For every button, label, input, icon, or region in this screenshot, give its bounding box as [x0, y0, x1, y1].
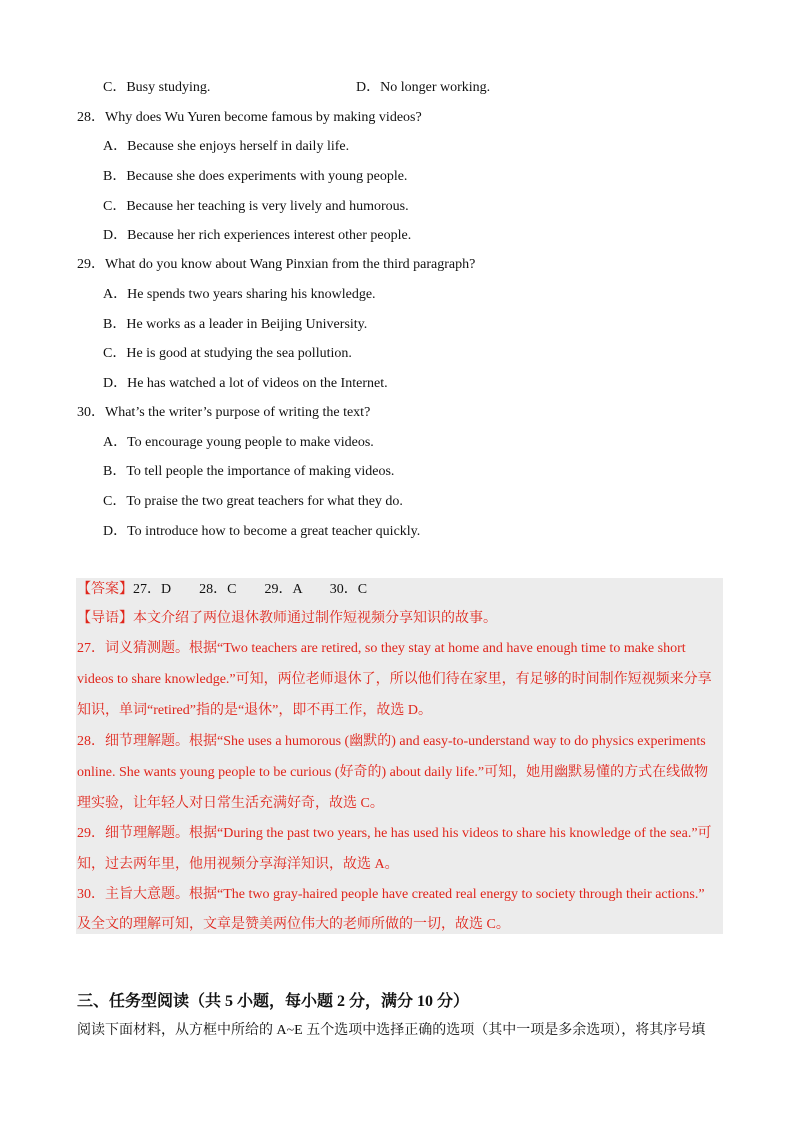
section-title: 三、任务型阅读（共 5 小题，每小题 2 分，满分 10 分）	[77, 993, 470, 1010]
q29-option-d: D．He has watched a lot of videos on the Internet.	[103, 376, 388, 391]
explanation-line: 理实验，让年轻人对日常生活充满好奇，故选 C。	[77, 796, 384, 811]
question-28-stem: 28．Why does Wu Yuren become famous by making videos?	[77, 110, 422, 125]
explanation-line: online. She wants young people to be curious (好奇的) about daily life.”可知，她用幽默易懂的方式在线做物	[77, 765, 709, 780]
answer-line	[77, 581, 367, 599]
q29-option-c: C．He is good at studying the sea pollution.	[103, 346, 352, 361]
answer-values: 27．D 28．C 29．A 30．C	[133, 582, 368, 597]
q29-option-b: B．He works as a leader in Beijing University.	[103, 317, 368, 332]
explanation-line: 及全文的理解可知，文章是赞美两位伟大的老师所做的一切，故选 C。	[77, 917, 510, 932]
q30-option-a: A．To encourage young people to make videos.	[103, 435, 374, 450]
explanation-line: 30．主旨大意题。根据“The two gray-haired people have created real energy to society through their actions.”	[77, 887, 705, 902]
explanation-line: 29．细节理解题。根据“During the past two years, he has used his videos to share his knowledge of the sea.”可	[77, 826, 712, 841]
q28-option-a: A．Because she enjoys herself in daily life.	[103, 139, 350, 154]
guide-label: 【导语】	[77, 611, 133, 626]
q30-option-c: C．To praise the two great teachers for what they do.	[103, 494, 403, 509]
question-30-stem: 30．What’s the writer’s purpose of writing the text?	[77, 405, 371, 420]
q30-option-b: B．To tell people the importance of making videos.	[103, 464, 395, 479]
explanation-line: videos to share knowledge.”可知，两位老师退休了，所以他们待在家里，有足够的时间制作短视频来分享	[77, 672, 712, 687]
answer-label: 【答案】	[77, 582, 133, 597]
explanation-line: 28．细节理解题。根据“She uses a humorous (幽默的) and easy-to-understand way to do physics experiments	[77, 734, 706, 749]
q28-option-d: D．Because her rich experiences interest other people.	[103, 228, 412, 243]
guide-text: 本文介绍了两位退休教师通过制作短视频分享知识的故事。	[133, 611, 497, 626]
q27-option-c: C．Busy studying.	[103, 80, 211, 95]
q27-option-d: D．No longer working.	[356, 80, 491, 95]
q28-option-c: C．Because her teaching is very lively and humorous.	[103, 199, 409, 214]
explanation-line: 知识，单词“retired”指的是“退休”，即不再工作，故选 D。	[77, 703, 432, 718]
guide-line	[77, 610, 497, 628]
explanation-line: 27．词义猜测题。根据“Two teachers are retired, so they stay at home and have enough time to make short	[77, 641, 686, 656]
question-29-stem: 29．What do you know about Wang Pinxian from the third paragraph?	[77, 257, 476, 272]
section-intro: 阅读下面材料，从方框中所给的 A~E 五个选项中选择正确的选项（其中一项是多余选项），将其序号填	[77, 1023, 706, 1038]
answer-box	[76, 578, 723, 934]
q30-option-d: D．To introduce how to become a great teacher quickly.	[103, 524, 421, 539]
q28-option-b: B．Because she does experiments with young people.	[103, 169, 408, 184]
q29-option-a: A．He spends two years sharing his knowledge.	[103, 287, 376, 302]
explanation-line: 知，过去两年里，他用视频分享海洋知识，故选 A。	[77, 857, 399, 872]
